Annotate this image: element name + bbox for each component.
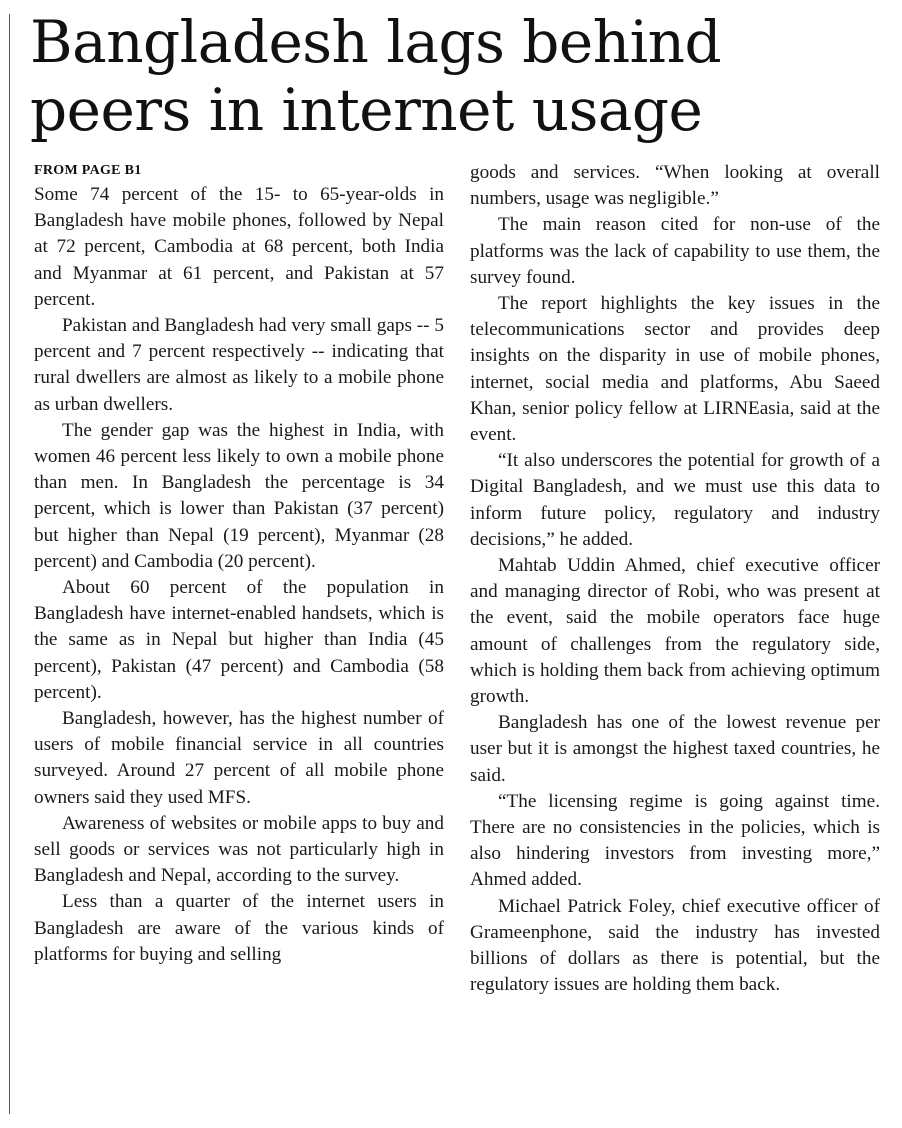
jump-line: FROM PAGE B1 xyxy=(34,163,142,178)
paragraph: “The licensing regime is going against time. There are no consistencies in the policies, which is also hindering investors from investing more,” Ahmed added. xyxy=(470,790,880,891)
paragraph: Michael Patrick Foley, chief executive officer of Grameenphone, said the industry has invested billions of dollars as there is potential, but the regulatory issues are holding them back. xyxy=(470,895,880,996)
paragraph: The gender gap was the highest in India, with women 46 percent less likely to own a mobile phone than men. In Bangladesh the percentage is 34 percent, which is lower than Pakistan (37 percent) but higher than Nepal (19 percent), Myanmar (28 percent) and Cambodia (20 percent). xyxy=(34,419,444,572)
paragraph: About 60 percent of the population in Bangladesh have internet-enabled handsets, which is the same as in Nepal but higher than India (45 percent), Pakistan (47 percent) and Cambodia (58 percent). xyxy=(34,577,444,703)
paragraph: Awareness of websites or mobile apps to buy and sell goods or services was not particularly high in Bangladesh and Nepal, according to the survey. xyxy=(34,812,444,887)
column-rule xyxy=(9,14,10,1114)
column-left xyxy=(34,160,444,1120)
paragraph: Bangladesh, however, has the highest number of users of mobile financial service in all countries surveyed. Around 27 percent of all mobile phone owners said they used MFS. xyxy=(34,708,444,808)
column-right xyxy=(470,160,880,1120)
paragraph: goods and services. “When looking at overall numbers, usage was negligible.” xyxy=(470,162,880,210)
paragraph: The main reason cited for non-use of the platforms was the lack of capability to use them, the survey found. xyxy=(470,214,880,288)
paragraph: Less than a quarter of the internet users in Bangladesh are aware of the various kinds of platforms for buying and selling xyxy=(34,891,444,965)
paragraph: The report highlights the key issues in the telecommunications sector and provides deep insights on the disparity in use of mobile phones, internet, social media and platforms, Abu Saeed Khan, senior policy fellow at LIRNEasia, said at the event. xyxy=(470,293,880,446)
paragraph: Pakistan and Bangladesh had very small gaps -- 5 percent and 7 percent respectively -- indicating that rural dwellers are almost as likely to a mobile phone as urban dwellers. xyxy=(34,315,444,415)
paragraph: Some 74 percent of the 15- to 65-year-olds in Bangladesh have mobile phones, followed by Nepal at 72 percent, Cambodia at 68 percent, both India and Myanmar at 61 percent, and Pakistan at 57 percent. xyxy=(34,184,444,310)
headline: Bangladesh lags behind peers in internet usage xyxy=(30,8,722,144)
paragraph: “It also underscores the potential for growth of a Digital Bangladesh, and we must use this data to inform future policy, regulatory and industry decisions,” he added. xyxy=(470,450,880,550)
article-body xyxy=(34,160,880,1120)
paragraph: Mahtab Uddin Ahmed, chief executive officer and managing director of Robi, who was present at the event, said the mobile operators face huge amount of challenges from the regulatory side, which is holding them back from achieving optimum growth. xyxy=(470,555,880,708)
paragraph: Bangladesh has one of the lowest revenue per user but it is amongst the highest taxed countries, he said. xyxy=(470,712,880,786)
